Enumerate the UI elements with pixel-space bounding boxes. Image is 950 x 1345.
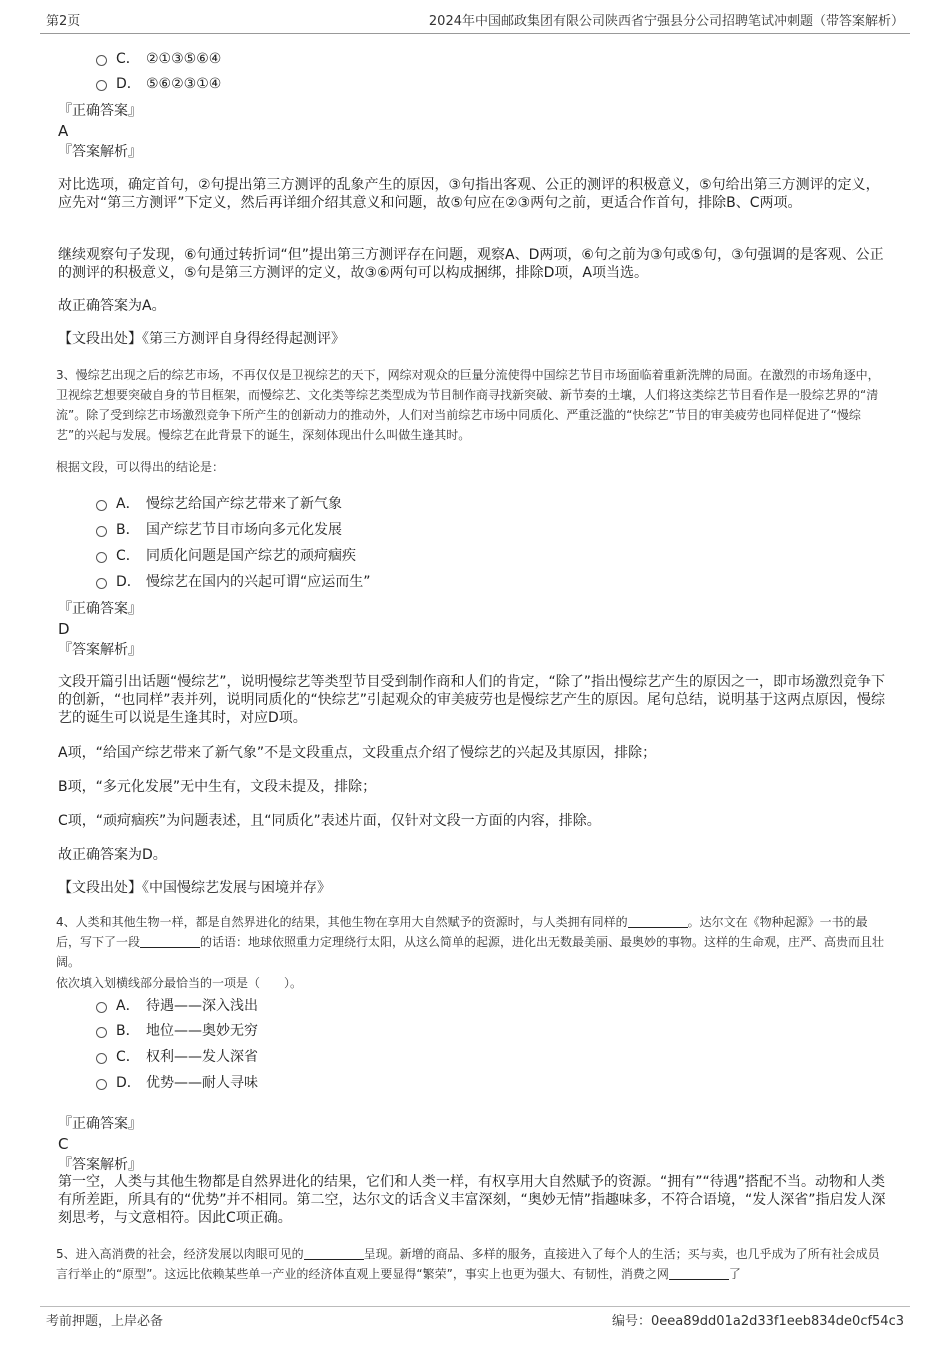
q3-stem: 3、慢综艺出现之后的综艺市场，不再仅仅是卫视综艺的天下，网综对观众的巨量分流使得中国综艺节目市场面临着重新洗牌的局面。在激烈的市场角逐中，卫视综艺想要突破自身的节目框架，而慢综艺、文化类等综艺类型成为节目制作商寻找新突破、新节奏的土壤，人们将这类综艺节目看作是一股综艺界的“清流”。除了受到综艺市场激烈竞争下所产生的创新动力的推动外，人们对当前综艺市场中同质化、严重泛滥的“快综艺”节目的审美疲劳也同样促进了“慢综艺”的兴起与发展。慢综艺在此背景下的诞生，深刻体现出什么叫做生逢其时。 [56,368,880,442]
q2-answer-label: 『正确答案』 [58,103,142,119]
q4-option-a[interactable]: A． 待遇——深入浅出 [96,996,258,1016]
radio-icon[interactable] [96,526,107,537]
q3-answer: D [58,620,70,638]
q4-option-b[interactable]: B． 地位——奥妙无穷 [96,1021,258,1041]
document-code: 编号：0eea89dd01a2d33f1eeb834de0cf54c3 [612,1314,904,1329]
q4-analysis: 第一空，人类与其他生物都是自然界进化的结果，它们和人类一样，有权享用大自然赋予的资源。“拥有”“待遇”搭配不当。动物和人类有所差距，所具有的“优势”并不相同。第二空，达尔文的话含义丰富深刻，“奥妙无情”指趣味多，不符合语境，“发人深省”指启发人深刻思考，与文意相符。因此C项正确。 [58,1174,886,1226]
q3-analysis-p3: B项，“多元化发展”无中生有，文段未提及，排除； [58,779,377,795]
radio-icon[interactable] [96,1002,107,1013]
radio-icon[interactable] [96,1079,107,1090]
q3-analysis-label: 『答案解析』 [58,642,142,658]
blank-line-1 [628,915,688,928]
q5-stem: 5、进入高消费的社会，经济发展以肉眼可见的 呈现。新增的商品、多样的服务，直接进入了每个人的生活；买与卖，也几乎成为了所有社会成员言行举止的“原型”。这远比依赖某些单一产业的经济体直观上要显得“繁荣”，事实上也更为强大、有韧性，消费之网 了 [56,1247,880,1281]
radio-icon[interactable] [96,55,107,66]
radio-icon[interactable] [96,578,107,589]
q2-source: 【文段出处】《第三方测评自身得经得起测评》 [58,331,345,347]
radio-icon[interactable] [96,1027,107,1038]
q3-option-a[interactable]: A． 慢综艺给国产综艺带来了新气象 [96,494,342,514]
q3-analysis-p1: 文段开篇引出话题“慢综艺”，说明慢综艺等类型节目受到制作商和人们的肯定，“除了”指出慢综艺产生的原因之一，即市场激烈竞争下的创新，“也同样”表并列，说明同质化的“快综艺”引起观众的审美疲劳也是慢综艺产生的原因。尾句总结，说明基于这两点原因，慢综艺的诞生可以说是生逢其时，对应D项。 [58,674,886,726]
q2-analysis-p1: 对比选项，确定首句，②句提出第三方测评的乱象产生的原因，③句指出客观、公正的测评的积极意义，⑤句给出第三方测评的定义，应先对“第三方测评”下定义，然后再详细介绍其意义和问题，故⑤句应在②③两句之前，更适合作首句，排除B、C两项。 [58,177,880,211]
q2-analysis-p3: 故正确答案为A。 [58,298,166,314]
q4-option-c[interactable]: C． 权利——发人深省 [96,1047,258,1067]
radio-icon[interactable] [96,1053,107,1064]
footer-slogan: 考前押题，上岸必备 [46,1314,164,1329]
q3-option-d[interactable]: D． 慢综艺在国内的兴起可谓“应运而生” [96,572,371,592]
blank-line-2 [669,1267,729,1280]
q3-analysis-p5: 故正确答案为D。 [58,847,167,863]
q4-analysis-label: 『答案解析』 [58,1157,142,1173]
q3-analysis-p2: A项，“给国产综艺带来了新气象”不是文段重点，文段重点介绍了慢综艺的兴起及其原因，排除； [58,745,657,761]
q4-answer-label: 『正确答案』 [58,1116,142,1132]
q4-stem: 4、人类和其他生物一样，都是自然界进化的结果，其他生物在享用大自然赋予的资源时，与人类拥有同样的 。达尔文在《物种起源》一书的最后，写下了一段 的话语：地球依照重力定理绕行太阳，从这么简单的起源，进化出无数最美丽、最奥妙的事物。这样的生命观，庄严、高贵而且壮阔。 [56,915,885,969]
q3-analysis-p4: C项，“顽疴痼疾”为问题表述，且“同质化”表述片面，仅针对文段一方面的内容，排除。 [58,813,601,829]
radio-icon[interactable] [96,552,107,563]
header-divider [40,33,910,34]
q2-option-d[interactable]: D． ⑤⑥②③①④ [96,74,221,94]
page-number: 第2页 [46,14,81,29]
q3-option-b[interactable]: B． 国产综艺节目市场向多元化发展 [96,520,342,540]
document-title: 2024年中国邮政集团有限公司陕西省宁强县分公司招聘笔试冲刺题（带答案解析） [428,14,904,29]
q4-option-d[interactable]: D． 优势——耐人寻味 [96,1073,258,1093]
q2-answer: A [58,122,69,140]
blank-line-2 [140,935,200,948]
blank-line-1 [304,1247,364,1260]
q3-prompt: 根据文段，可以得出的结论是： [56,460,225,474]
q3-source: 【文段出处】《中国慢综艺发展与困境并存》 [58,880,331,896]
q2-analysis-label: 『答案解析』 [58,144,142,160]
footer-divider [40,1306,910,1307]
q3-answer-label: 『正确答案』 [58,601,142,617]
radio-icon[interactable] [96,500,107,511]
radio-icon[interactable] [96,80,107,91]
q3-option-c[interactable]: C． 同质化问题是国产综艺的顽疴痼疾 [96,546,356,566]
q4-answer: C [58,1135,69,1153]
q2-analysis-p2: 继续观察句子发现，⑥句通过转折词“但”提出第三方测评存在问题，观察A、D两项，⑥句之前为③句或⑤句，③句强调的是客观、公正的测评的积极意义，⑤句是第三方测评的定义，故③⑥两句可以构成捆绑，排除D项，A项当选。 [58,247,884,281]
q4-prompt: 依次填入划横线部分最恰当的一项是（ ）。 [56,976,303,990]
q2-option-c[interactable]: C． ②①③⑤⑥④ [96,49,221,69]
